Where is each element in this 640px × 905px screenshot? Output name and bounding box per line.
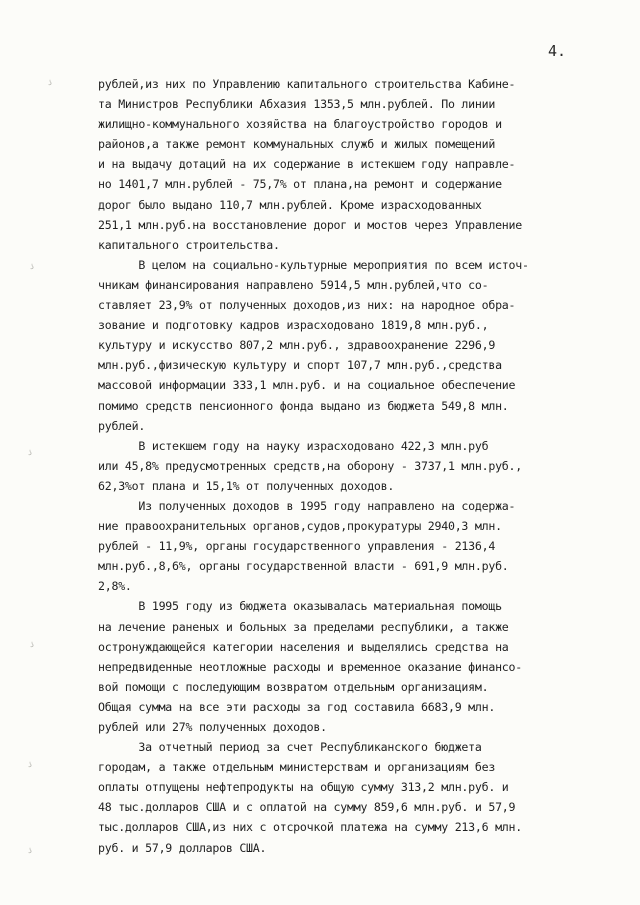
text-line: районов,а также ремонт коммунальных служб и жилых помещений xyxy=(98,137,496,152)
text-line: городам, а также отдельным министерствам и организациям без xyxy=(98,760,496,775)
paragraph-material-aid xyxy=(98,596,610,737)
margin-mark: ﮄ xyxy=(28,846,33,856)
text-line: За отчетный период за счет Республиканского бюджета xyxy=(98,740,482,755)
text-line: В целом на социально-культурные мероприятия по всем источ- xyxy=(98,257,529,272)
text-line: рублей или 27% полученных доходов. xyxy=(98,720,327,734)
margin-mark: ﮄ xyxy=(48,78,53,88)
text-line: ставляет 23,9% от полученных доходов,из них: на народное обра- xyxy=(98,298,516,313)
text-line: на лечение раненых и больных за пределами республики, а также xyxy=(98,619,509,634)
page-number: 4. xyxy=(548,42,567,60)
paragraph-capital-construction xyxy=(98,74,610,255)
text-line: остронуждающейся категории населения и выделялись средства на xyxy=(98,639,509,654)
text-line: зование и подготовку кадров израсходовано 1819,8 млн.руб., xyxy=(98,318,489,333)
text-line: чникам финансирования направлено 5914,5 млн.рублей,что со- xyxy=(98,277,489,292)
paragraph-social-cultural xyxy=(98,255,610,436)
text-line: оплаты отпущены нефтепродукты на общую сумму 313,2 млн.руб. и xyxy=(98,780,509,795)
text-line: В 1995 году из бюджета оказывалась материальная помощь xyxy=(98,599,502,614)
body-text xyxy=(98,74,610,858)
text-line: млн.руб.,8,6%, органы государственной власти - 691,9 млн.руб. xyxy=(98,559,509,574)
text-line: рублей,из них по Управлению капитального строительства Кабине- xyxy=(98,77,516,91)
text-line: 48 тыс.долларов США и с оплатой на сумму 859,6 млн.руб. и 57,9 xyxy=(98,800,516,815)
text-line: рублей. xyxy=(98,418,146,433)
paragraph-petroleum-products xyxy=(98,737,610,858)
text-line: ние правоохранительных органов,судов,прокуратуры 2940,3 млн. xyxy=(98,519,502,534)
text-line: дорог было выдано 110,7 млн.рублей. Кроме израсходованных xyxy=(98,197,482,212)
margin-mark: ﮄ xyxy=(30,640,35,650)
text-line: руб. и 57,9 долларов США. xyxy=(98,840,267,855)
text-line: жилищно-коммунального хозяйства на благоустройство городов и xyxy=(98,117,502,132)
text-line: но 1401,7 млн.рублей - 75,7% от плана,на ремонт и содержание xyxy=(98,177,502,192)
text-line: непредвиденные неотложные расходы и временное оказание финансо- xyxy=(98,659,522,674)
margin-mark: ﮄ xyxy=(28,760,33,770)
text-line: капитального строительства. xyxy=(98,237,280,252)
text-line: та Министров Республики Абхазия 1353,5 млн.рублей. По линии xyxy=(98,97,496,112)
text-line: помимо средств пенсионного фонда выдано из бюджета 549,8 млн. xyxy=(98,398,509,413)
text-line: 251,1 млн.руб.на восстановление дорог и мостов через Управление xyxy=(98,217,522,232)
text-line: млн.руб.,физическую культуру и спорт 107,7 млн.руб.,средства xyxy=(98,358,502,373)
margin-mark: ﮄ xyxy=(28,448,33,458)
text-line: 62,3%от плана и 15,1% от полученных доходов. xyxy=(98,478,395,493)
text-line: Из полученных доходов в 1995 году направлено на содержа- xyxy=(98,498,516,513)
text-line: Общая сумма на все эти расходы за год составила 6683,9 млн. xyxy=(98,699,496,714)
text-line: культуру и искусство 807,2 млн.руб., здравоохранение 2296,9 xyxy=(98,338,496,353)
margin-mark: ﮄ xyxy=(30,262,35,272)
paragraph-law-enforcement xyxy=(98,496,610,596)
text-line: 2,8%. xyxy=(98,579,132,594)
text-line: рублей - 11,9%, органы государственного управления - 2136,4 xyxy=(98,539,496,554)
text-line: или 45,8% предусмотренных средств,на оборону - 3737,1 млн.руб., xyxy=(98,458,522,473)
text-line: массовой информации 333,1 млн.руб. и на социальное обеспечение xyxy=(98,378,516,393)
text-line: и на выдачу дотаций на их содержание в истекшем году направле- xyxy=(98,157,516,172)
paragraph-science-defense xyxy=(98,436,610,496)
text-line: В истекшем году на науку израсходовано 422,3 млн.руб xyxy=(98,438,489,453)
text-line: тыс.долларов США,из них с отсрочкой платежа на сумму 213,6 млн. xyxy=(98,820,522,835)
text-line: вой помощи с последующим возвратом отдельным организациям. xyxy=(98,679,489,694)
